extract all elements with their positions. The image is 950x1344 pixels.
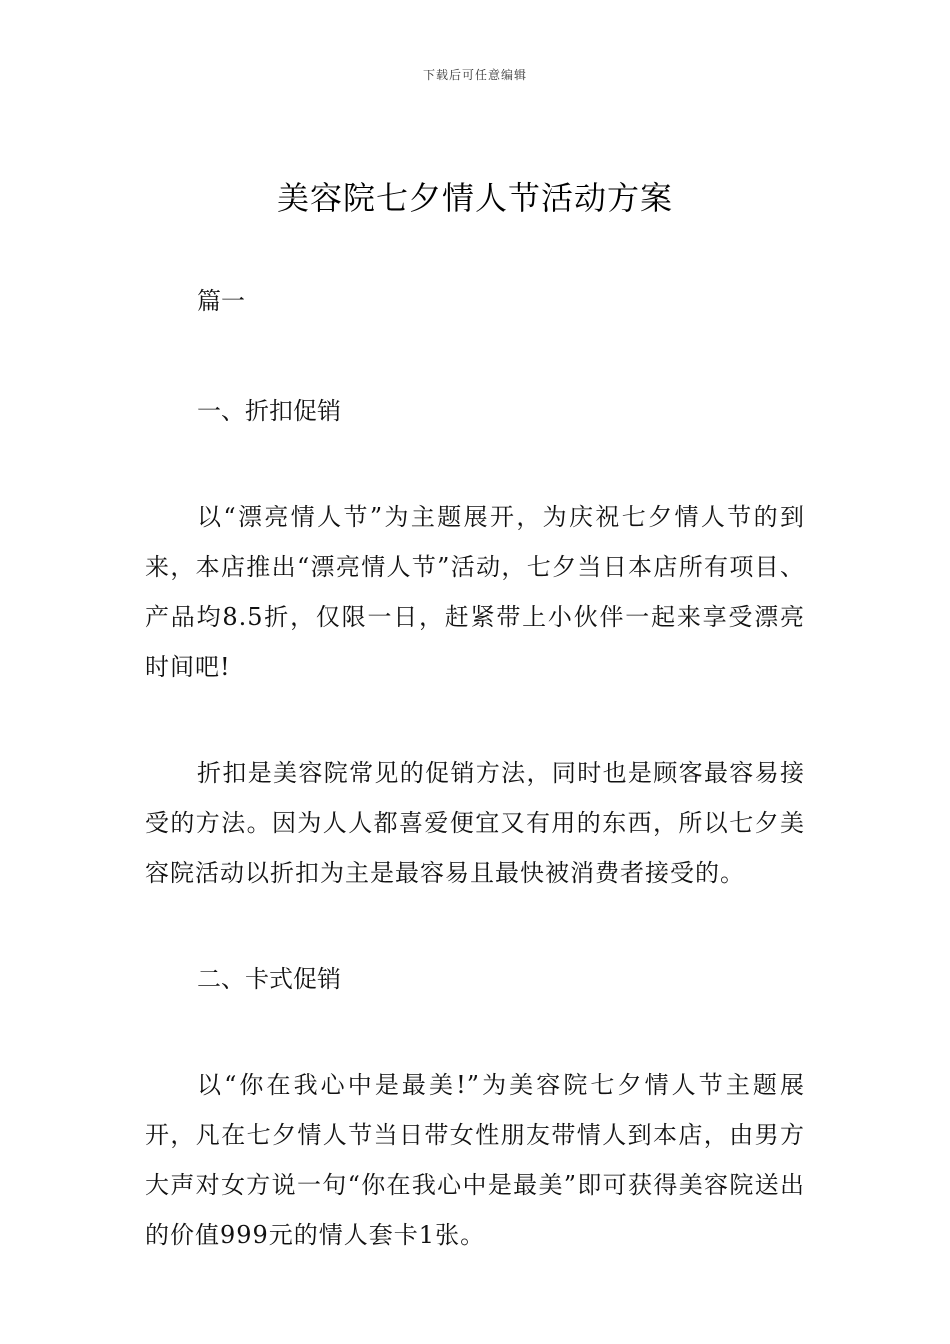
section-heading-card: 二、卡式促销: [197, 965, 341, 993]
document-body: [145, 276, 805, 1260]
paragraph-discount-reason: 折扣是美容院常见的促销方法，同时也是顾客最容易接受的方法。因为人人都喜爱便宜又有用的东西，所以七夕美容院活动以折扣为主是最容易且最快被消费者接受的。: [145, 759, 805, 887]
part-label: 篇一: [197, 287, 245, 315]
spacer: [145, 326, 805, 386]
section-heading-discount: 一、折扣促销: [197, 397, 341, 425]
spacer: [145, 898, 805, 954]
document-title: 美容院七夕情人节活动方案: [276, 179, 673, 217]
spacer: [145, 692, 805, 748]
spacer: [145, 436, 805, 492]
spacer: [145, 1004, 805, 1060]
paragraph-discount-intro: 以“漂亮情人节”为主题展开，为庆祝七夕情人节的到来，本店推出“漂亮情人节”活动，七夕当日本店所有项目、产品均8.5折，仅限一日，赶紧带上小伙伴一起来享受漂亮时间吧!: [145, 503, 805, 681]
header-note: 下载后可任意编辑: [422, 68, 527, 82]
paragraph-card-promo: 以“你在我心中是最美!”为美容院七夕情人节主题展开，凡在七夕情人节当日带女性朋友带情人到本店，由男方大声对女方说一句“你在我心中是最美”即可获得美容院送出的价值999元的情人套卡1张。: [145, 1071, 805, 1249]
